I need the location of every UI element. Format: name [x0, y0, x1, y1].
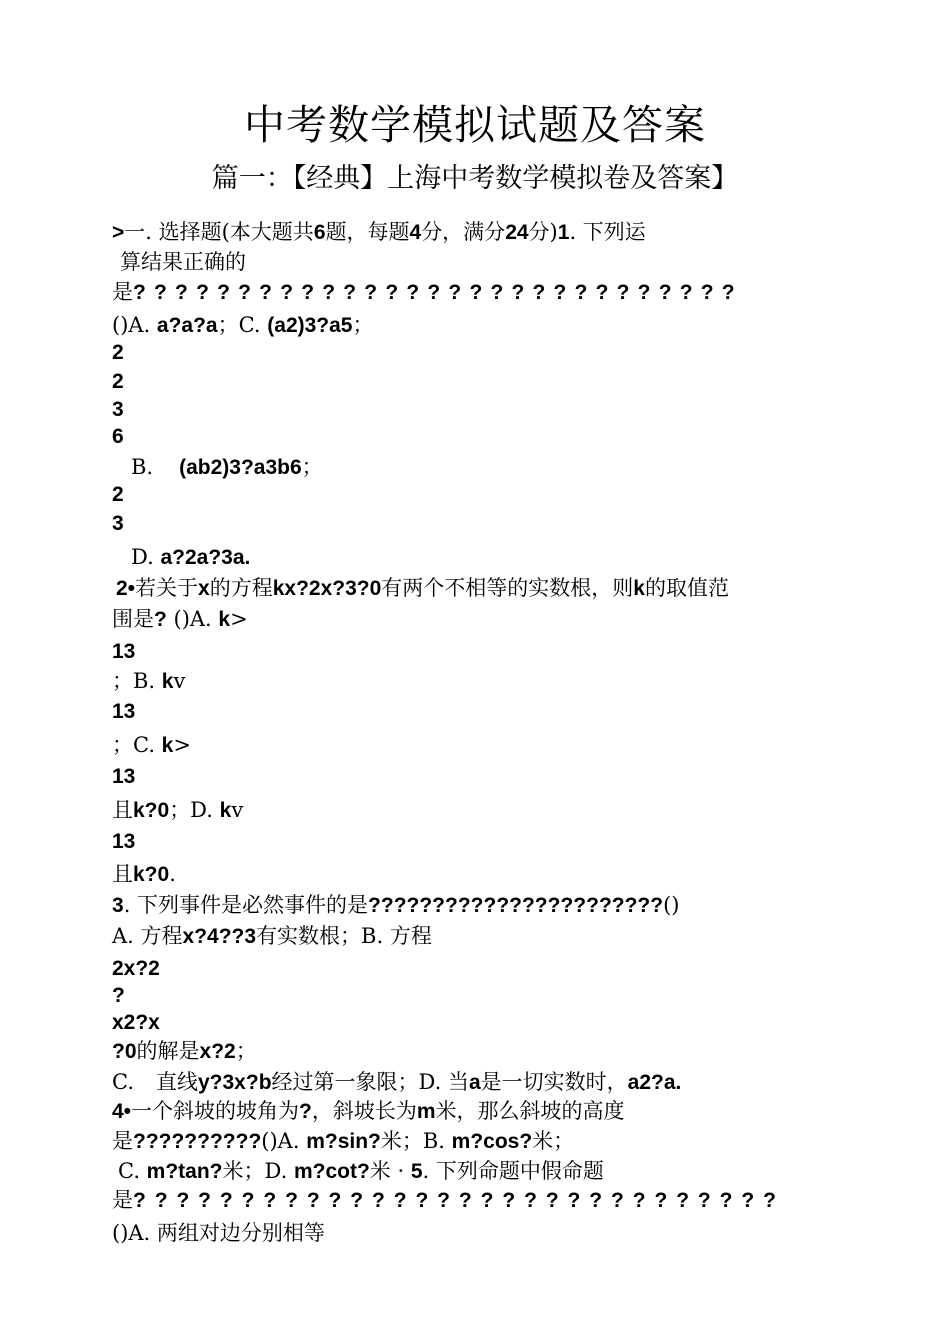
text-line: [120, 248, 246, 276]
text-run: k: [633, 577, 645, 600]
fragment-line: ?: [112, 984, 125, 1007]
text-run: 3: [112, 894, 124, 917]
text-run: 米；: [532, 1129, 575, 1153]
text-run: ，斜坡长为: [311, 1099, 417, 1123]
text-run: 米，那么斜坡的高度: [435, 1099, 625, 1123]
text-line: [112, 731, 191, 760]
text-run: x?4??3: [182, 925, 257, 948]
text-run: 一个斜坡的坡角为: [131, 1099, 300, 1123]
text-run: ?: [154, 608, 167, 631]
text-run: D.: [131, 545, 161, 569]
text-run: . 下列运: [569, 220, 646, 244]
text-run: a2?a.: [627, 1071, 682, 1094]
question-1-options: [112, 311, 374, 340]
text-run: 5: [410, 1160, 423, 1183]
text-run: ；: [235, 1039, 257, 1063]
text-run: k?0: [133, 863, 170, 886]
text-line: [112, 1037, 257, 1066]
text-run: 且: [112, 862, 133, 886]
fragment-line: 3: [112, 512, 124, 535]
text-run: x: [198, 577, 210, 600]
text-run: 2•: [116, 577, 136, 600]
text-run: 一. 选择题(本大题共: [124, 220, 314, 244]
text-run: k: [218, 608, 231, 631]
text-run: ；D.: [169, 798, 220, 822]
text-run: (): [663, 893, 680, 917]
text-run: a: [468, 1071, 481, 1094]
text-run: ()A.: [112, 313, 157, 337]
text-run: a?a?a: [156, 314, 218, 337]
text-run: ()A.: [261, 1129, 307, 1153]
text-run: m?cot?: [293, 1160, 370, 1183]
text-run: m?tan?: [146, 1160, 223, 1183]
text-run: >: [112, 221, 125, 244]
fragment-line: 6: [112, 425, 124, 448]
text-run: 经过第一象限；D. 当: [271, 1070, 469, 1094]
text-run: a?2a?3a.: [160, 546, 251, 569]
text-run: 米；D.: [222, 1159, 294, 1183]
text-run: kx?2x?3?0: [272, 577, 382, 600]
text-run: k: [219, 799, 232, 822]
text-run: 若关于: [135, 576, 199, 600]
question-5-option-a: [112, 1219, 325, 1247]
text-line: [118, 1157, 604, 1186]
text-run: ?????????????????????????????: [133, 281, 743, 304]
text-run: ?: [299, 1100, 312, 1123]
text-run: ()A. 两组对边分别相等: [112, 1221, 325, 1245]
text-run: y?3x?b: [198, 1071, 272, 1094]
text-run: 的取值范: [644, 576, 729, 600]
text-run: (a2)3?a5: [267, 314, 353, 337]
text-run: A. 方程: [112, 924, 183, 948]
page-title: 中考数学模拟试题及答案: [244, 101, 706, 149]
fragment-line: 2x?2: [112, 957, 160, 980]
text-run: 6: [313, 221, 326, 244]
text-run: 的解是: [136, 1039, 200, 1063]
text-run: ；B.: [112, 669, 162, 693]
text-run: 题，每题: [325, 220, 410, 244]
text-run: m: [416, 1100, 436, 1123]
text-run: C.: [112, 1070, 134, 1094]
text-run: 有两个不相等的实数根，则: [381, 576, 634, 600]
text-run: k?0: [133, 799, 170, 822]
text-run: ??????????: [133, 1130, 262, 1153]
fragment-line: 13: [112, 830, 136, 853]
text-run: v: [173, 669, 186, 693]
text-run: . 下列命题中假命题: [422, 1159, 604, 1183]
question-section-header: [112, 218, 646, 247]
text-line: [112, 796, 243, 825]
text-run: >: [230, 607, 248, 631]
text-run: ()A.: [166, 607, 219, 631]
question-4: [112, 1097, 625, 1126]
question-1-option-d: [131, 543, 250, 572]
fragment-line: 2: [112, 341, 124, 364]
text-run: 有实数根；B. 方程: [256, 924, 432, 948]
text-run: >: [173, 733, 191, 757]
text-run: 1: [557, 221, 570, 244]
text-line: [112, 1068, 681, 1097]
fragment-line: 13: [112, 640, 136, 663]
text-run: 米 ·: [369, 1159, 411, 1183]
page-subtitle: 篇一：【经典】上海中考数学模拟卷及答案】: [211, 163, 739, 194]
text-run: 分，满分: [421, 220, 506, 244]
text-run: 24: [505, 221, 529, 244]
text-run: ?0: [112, 1040, 137, 1063]
text-run: k: [161, 670, 174, 693]
text-run: ???????????????????????: [368, 894, 664, 917]
fragment-line: 13: [112, 700, 136, 723]
text-run: 且: [112, 798, 133, 822]
text-run: m?sin?: [306, 1130, 381, 1153]
text-line: [112, 667, 185, 696]
text-line: [112, 278, 743, 307]
text-run: 4•: [112, 1100, 132, 1123]
fragment-line: 2: [112, 483, 124, 506]
text-run: 分): [528, 220, 558, 244]
text-run: 是: [112, 280, 133, 304]
fragment-line: 13: [112, 765, 136, 788]
text-run: 直线: [156, 1070, 198, 1094]
text-run: ；: [352, 313, 374, 337]
text-run: 是一切实数时，: [480, 1070, 628, 1094]
text-line: [112, 1127, 574, 1156]
text-run: B.: [131, 455, 154, 479]
text-run: 围是: [112, 607, 154, 631]
text-run: 4: [409, 221, 422, 244]
text-run: ；: [301, 455, 323, 479]
fragment-line: 3: [112, 398, 124, 421]
text-run: ；C.: [112, 733, 162, 757]
text-line: [112, 1186, 785, 1215]
text-run: x?2: [199, 1040, 236, 1063]
text-run: C.: [118, 1159, 147, 1183]
text-run: k: [161, 734, 174, 757]
text-line: [112, 860, 176, 889]
text-run: .: [169, 862, 176, 886]
question-3: [112, 891, 679, 920]
question-2: [116, 574, 729, 603]
text-run: ??????????????????????????????: [133, 1189, 785, 1212]
text-run: 是: [112, 1129, 133, 1153]
text-run: . 下列事件是必然事件的是: [123, 893, 369, 917]
text-run: (ab2)3?a3b6: [179, 456, 302, 479]
fragment-line: x2?x: [112, 1011, 160, 1034]
text-run: ；C.: [217, 313, 268, 337]
text-run: 算结果正确的: [120, 250, 246, 274]
text-line: [112, 922, 432, 951]
text-run: v: [231, 798, 244, 822]
text-run: 是: [112, 1188, 133, 1212]
fragment-line: 2: [112, 370, 124, 393]
text-run: m?cos?: [451, 1130, 533, 1153]
text-line: [112, 605, 248, 634]
question-1-option-b: [131, 453, 323, 482]
text-run: 米；B.: [380, 1129, 452, 1153]
text-run: 的方程: [209, 576, 273, 600]
